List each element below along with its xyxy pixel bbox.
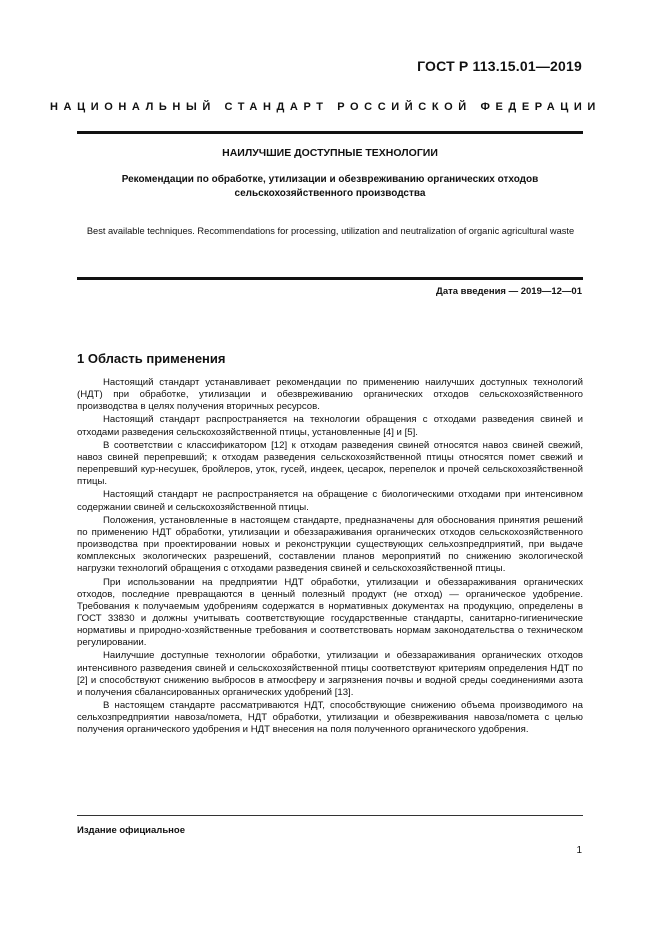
page-number: 1 <box>576 845 582 856</box>
paragraph: Настоящий стандарт устанавливает рекомендации по применению наилучших доступных технологий (НДТ) при обработке, утилизации и обезвреживанию органических отходов сельскохозяйственного производства в целях получения вторичных ресурсов. <box>77 377 583 413</box>
title-divider <box>77 277 583 280</box>
national-standard-heading: НАЦИОНАЛЬНЫЙ СТАНДАРТ РОССИЙСКОЙ ФЕДЕРАЦИИ <box>50 101 601 113</box>
paragraph: Настоящий стандарт распространяется на технологии обращения с отходами разведения свиней и отходами разведения сельскохозяйственной птицы, установленные [4] и [5]. <box>77 414 583 438</box>
section-heading: 1 Область применения <box>77 351 226 366</box>
footer-divider <box>77 815 583 816</box>
standard-code: ГОСТ Р 113.15.01—2019 <box>417 58 582 74</box>
introduction-date: Дата введения — 2019—12—01 <box>436 286 582 297</box>
paragraph: Наилучшие доступные технологии обработки, утилизации и обеззараживания органических отходов интенсивного разведения свиней и сельскохозяйственной птицы соответствуют критериям определения НДТ по [2] и способствуют снижению выбросов в атмосферу и загрязнения почвы и водной среды соединениями азота и получения сбалансированных органических удобрений [13]. <box>77 650 583 698</box>
paragraph: В настоящем стандарте рассматриваются НДТ, способствующие снижению объема производимого на сельхозпредприятии навоза/помета, НДТ обработки, утилизации и обезвреживания навоза/помета с целью получения органического удобрения и НДТ внесения на поля полученного органического удобрения. <box>77 700 583 736</box>
english-title: Best available techniques. Recommendations for processing, utilization and neutralization of organic agricultural waste <box>86 226 575 236</box>
paragraph: В соответствии с классификатором [12] к отходам разведения свиней относятся навоз свиней свежий, навоз свиней перепревший; к отходам разведения сельскохозяйственной птицы относятся помет свежий и перепревший кур-несушек, бройлеров, уток, гусей, индеек, цесарок, перепелок и прочей сельскохозяйственной птицы. <box>77 439 583 488</box>
section-body <box>77 377 583 738</box>
paragraph: Настоящий стандарт не распространяется на обращение с биологическими отходами при интенсивном содержании свиней и сельскохозяйственной птицы. <box>77 489 583 513</box>
paragraph: При использовании на предприятии НДТ обработки, утилизации и обеззараживания органических отходов, последние превращаются в ценный полезный продукт (не отход) — органическое удобрение. Требования к получаемым удобрениям содержатся в нормативных документах на продукцию, определены в ГОСТ 33830 и должны учитывать соответствующие государственные стандарты, санитарно-гигиенические нормативы и природно-хозяйственные требования и соответствовать нормам законодательства о техническом регулировании. <box>77 576 583 649</box>
document-subtitle: Рекомендации по обработке, утилизации и обезвреживанию органических отходов сельскохозяйственного производства <box>121 174 539 199</box>
document-title: НАИЛУЧШИЕ ДОСТУПНЫЕ ТЕХНОЛОГИИ <box>222 147 438 159</box>
official-edition-label: Издание официальное <box>77 825 185 836</box>
paragraph: Положения, установленные в настоящем стандарте, предназначены для обоснования принятия решений по применению НДТ обработки, утилизации и обеззараживания органических отходов сельскохозяйственного производства при проектировании новых и реконструкции существующих сельхозпредприятий, при выдаче комплексных экологических разрешений, составлении планов мероприятий по снижению экологической нагрузки технологий обращения с отходами разведения свиней и сельскохозяйственной птицы. <box>77 514 583 575</box>
top-divider <box>77 131 583 134</box>
